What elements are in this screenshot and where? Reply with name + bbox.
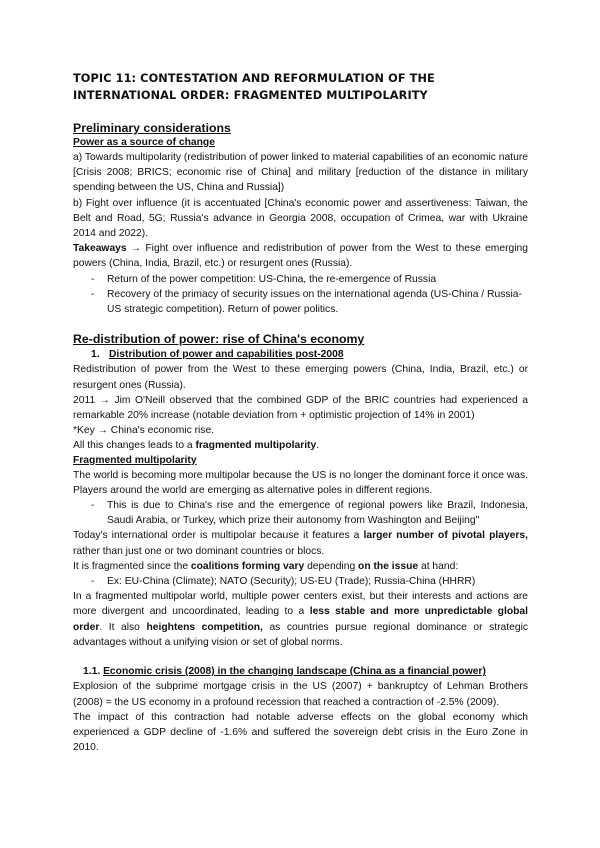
numbered-heading-number: 1. [91, 349, 100, 361]
paragraph-key: *Key → China's economic rise. [73, 425, 215, 437]
subheading-fragmented-multipolarity: Fragmented multipolarity [73, 454, 197, 466]
numbered-heading-1-1 [73, 664, 528, 679]
page-title: TOPIC 11: CONTESTATION AND REFORMULATION OF THE INTERNATIONAL ORDER: FRAGMENTED MULTIPOLARITY [73, 72, 435, 102]
text-span: . It also [99, 621, 147, 633]
numbered-heading-1 [73, 347, 528, 362]
subheading-power-source: Power as a source of change [73, 137, 215, 148]
numbered-heading-text: Economic crisis (2008) in the changing landscape (China as a financial power) [103, 666, 486, 678]
text-span: as countries pursue regional dominance or strategic advantages without a unifying vision or set of global norms. [73, 621, 529, 648]
paragraph-a: a) Towards multipolarity (redistribution of power linked to material capabilities of an economic nature [Crisis 2008; BRICS; economic rise of China] and military [reduction of the distance in military spending between the US, China and Russia]) [73, 152, 528, 194]
paragraph-impact: The impact of this contraction had notable adverse effects on the global economy which experienced a GDP decline of -1.6% and suffered the sovereign debt crisis in the Euro Zone in 2010. [73, 711, 528, 754]
paragraph-coalitions [73, 559, 528, 574]
section-heading-redistribution: Re-distribution of power: rise of China's economy [73, 332, 365, 347]
text-span: Today's international order is multipolar because it features a [73, 530, 364, 542]
paragraph-world-multipolar: The world is becoming more multipolar because the US is no longer the dominant force it once was. Players around the world are emerging as alternative poles in different regions. [73, 469, 528, 496]
paragraph-b: b) Fight over influence (it is accentuated [China's economic power and assertiveness: Taiwan, the Belt and Road, 5G; Russia's advance in Georgia 2008, occupation of Crimea, war with Ukraine 2014 and 2022). [73, 197, 528, 240]
bold-term: on the issue [358, 560, 419, 572]
text-span: depending [304, 560, 359, 572]
rise-list [73, 498, 528, 528]
text-span: rather than just one or two dominant countries or blocs. [73, 545, 325, 557]
paragraph-todays-order [73, 528, 528, 558]
section-heading-preliminary: Preliminary considerations [73, 121, 231, 135]
coalitions-list [73, 574, 528, 589]
paragraph-subprime: Explosion of the subprime mortgage crisis in the US (2007) + bankruptcy of Lehman Brothers (2008) = the US economy in a profound recession that reached a contraction of -2.5% (2009). [73, 681, 528, 708]
takeaways-label: Takeaways → [73, 243, 142, 255]
list-item: - Return of the power competition: US-China, the re-emergence of Russia [73, 272, 528, 287]
text-span: In a fragmented multipolar world, multiple power centers exist, but their interests and actions are more divergent and uncoordinated, leading to a [73, 591, 528, 618]
paragraph-fragmented-world [73, 589, 528, 650]
paragraph-fragmented-lead [73, 438, 528, 453]
bold-term: less stable and more unpredictable global order [73, 606, 528, 633]
numbered-heading-text: Distribution of power and capabilities post-2008 [109, 349, 344, 361]
numbered-heading-number: 1.1. [83, 666, 101, 678]
text-span: . [316, 440, 320, 452]
bold-term: larger number of pivotal players, [363, 530, 529, 542]
bold-term: coalitions forming vary [190, 560, 305, 572]
bold-term: fragmented multipolarity [195, 440, 317, 452]
takeaways-paragraph [73, 241, 528, 271]
paragraph-oneill: 2011 → Jim O'Neill observed that the combined GDP of the BRIC countries had experienced a remarkable 20% increase (notable deviation from + optimistic projection of 14% in 2001) [73, 394, 528, 422]
takeaways-list [73, 272, 528, 318]
text-span: It is fragmented since the [73, 560, 191, 572]
list-item: - Recovery of the primacy of security issues on the international agenda (US-China / Russia-US strategic competition). Return of power politics. [73, 287, 528, 317]
list-item: - This is due to China's rise and the emergence of regional powers like Brazil, Indonesia, Saudi Arabia, or Turkey, which prize their autonomy from Washington and Beijing" [73, 498, 528, 528]
paragraph-redistribution: Redistribution of power from the West to these emerging powers (China, India, Brazil, etc.) or resurgent ones (Russia). [73, 364, 528, 391]
bold-term: heightens competition, [146, 621, 263, 633]
takeaways-text: Fight over influence and redistribution of power from the West to these emerging powers (China, India, Brazil, etc.) or resurgent ones (Russia). [73, 243, 528, 270]
document-body [73, 70, 528, 755]
text-span: All this changes leads to a [73, 440, 196, 452]
text-span: at hand: [418, 560, 459, 572]
list-item: - Ex: EU-China (Climate); NATO (Security); US-EU (Trade); Russia-China (HHRR) [73, 574, 528, 589]
